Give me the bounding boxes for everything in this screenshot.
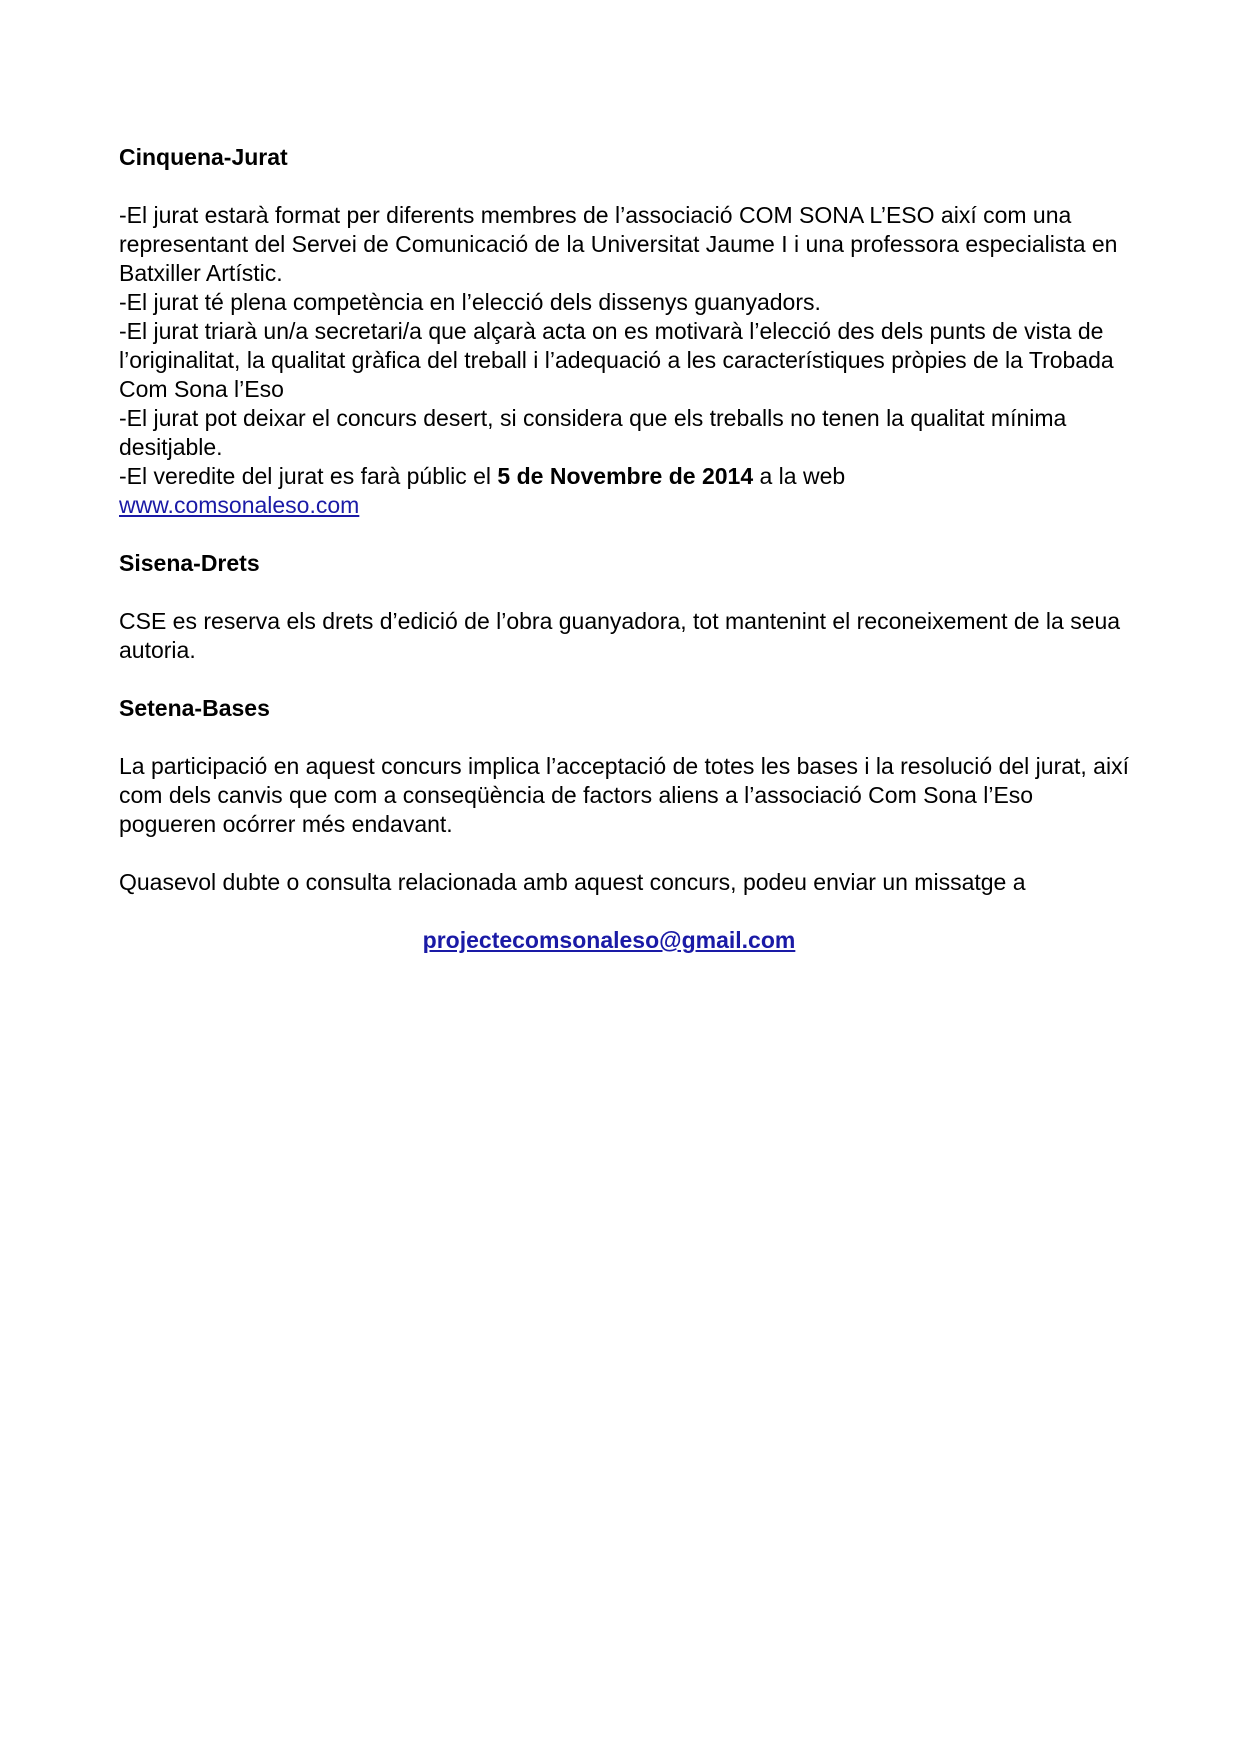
document-page: [119, 143, 1129, 955]
section-heading-drets: Sisena-Drets: [119, 550, 260, 576]
spacer: [119, 578, 1129, 607]
verdict-text: -El veredite del jurat es farà públic el: [119, 463, 498, 489]
email-line: [119, 926, 1129, 955]
email-link[interactable]: projectecomsonaleso@gmail.com: [422, 927, 796, 953]
website-link[interactable]: www.comsonaleso.com: [119, 492, 360, 518]
verdict-text-end: a la web: [753, 463, 846, 489]
spacer: [119, 897, 1129, 926]
jurat-paragraph-4: -El jurat pot deixar el concurs desert, si considera que els treballs no tenen la qualitat mínima desitjable.: [119, 405, 1067, 460]
spacer: [119, 172, 1129, 201]
contact-paragraph: Quasevol dubte o consulta relacionada amb aquest concurs, podeu enviar un missatge a: [119, 869, 1026, 895]
spacer: [119, 839, 1129, 868]
jurat-paragraph-5: [119, 462, 1129, 520]
spacer: [119, 723, 1129, 752]
spacer: [119, 520, 1129, 549]
jurat-paragraph-1: -El jurat estarà format per diferents membres de l’associació COM SONA L’ESO així com una representant del Servei de Comunicació de la Universitat Jaume I i una professora especialista en Batxiller Artístic.: [119, 202, 1118, 286]
spacer: [119, 665, 1129, 694]
drets-paragraph: CSE es reserva els drets d’edició de l’obra guanyadora, tot mantenint el reconeixement de la seua autoria.: [119, 608, 1121, 663]
section-heading-jurat: Cinquena-Jurat: [119, 144, 288, 170]
bases-paragraph: La participació en aquest concurs implica l’acceptació de totes les bases i la resolució del jurat, així com dels canvis que com a conseqüència de factors aliens a l’associació Com Sona l’Eso pogueren ocórrer més endavant.: [119, 753, 1129, 837]
jurat-paragraph-3: -El jurat triarà un/a secretari/a que alçarà acta on es motivarà l’elecció des dels punts de vista de l’originalitat, la qualitat gràfica del treball i l’adequació a les característiques pròpies de la Trobada Com Sona l’Eso: [119, 318, 1114, 402]
verdict-date: 5 de Novembre de 2014: [497, 463, 754, 489]
jurat-paragraph-2: -El jurat té plena competència en l’elecció dels dissenys guanyadors.: [119, 289, 821, 315]
section-heading-bases: Setena-Bases: [119, 695, 270, 721]
